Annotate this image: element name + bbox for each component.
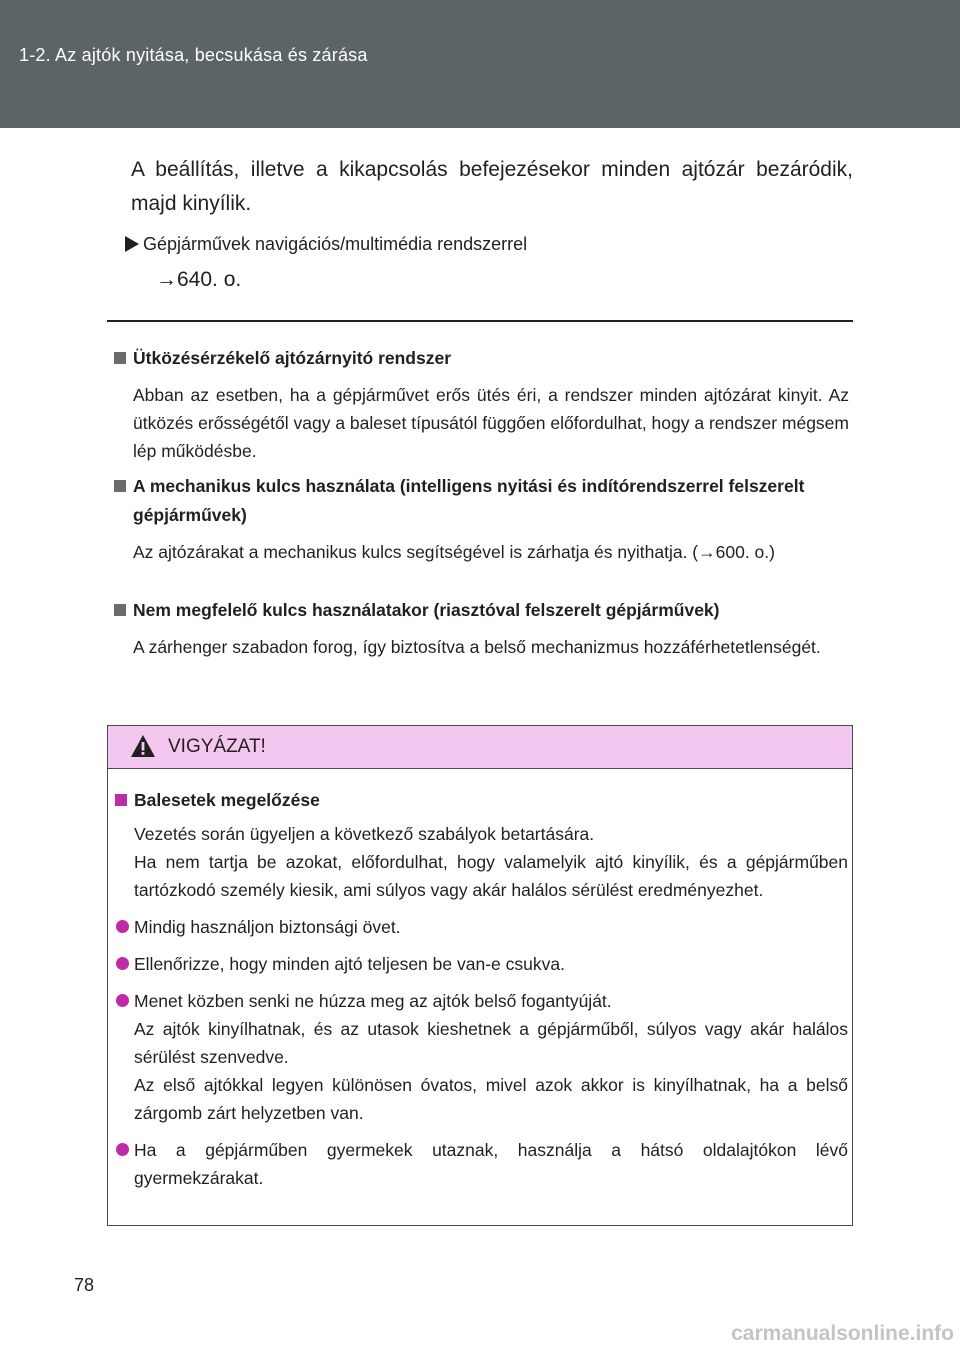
intro-paragraph: A beállítás, illetve a kikapcsolás befejezésekor minden ajtózár bezáródik, majd kinyílik. (131, 158, 853, 215)
bullet-dot-icon (116, 1143, 129, 1156)
bullet-text: Ha a gépjárműben gyermekek utaznak, használja a hátsó oldalajtókon lévő gyermekzárakat. (134, 1140, 848, 1188)
section-collision-unlock (114, 344, 849, 465)
nav-reference-line (125, 234, 527, 255)
warning-box (107, 725, 853, 1226)
warning-title: Balesetek megelőzése (134, 790, 320, 810)
arrow-right-icon (125, 236, 139, 252)
warning-intro (134, 820, 848, 904)
watermark: carmanualsonline.info (731, 1322, 954, 1345)
warning-bullet (115, 950, 848, 978)
nav-label: Gépjárművek navigációs/multimédia rendszerrel (143, 234, 528, 254)
bullet-dot-icon (116, 920, 129, 933)
square-bullet-icon (114, 352, 126, 364)
page-reference[interactable]: →640. o. (156, 268, 242, 291)
bullet-dot-icon (116, 994, 129, 1007)
bullet-subtext: Az ajtók kinyílhatnak, és az utasok kieshetnek a gépjárműből, súlyos vagy akár halálos sérülést szenvedve. (134, 1019, 848, 1067)
warning-body (115, 786, 848, 1192)
warning-bullet (115, 1136, 848, 1192)
section-title: Nem megfelelő kulcs használatakor (riasztóval felszerelt gépjárművek) (133, 600, 720, 620)
section-body: Az ajtózárakat a mechanikus kulcs segítségével is zárhatja és nyithatja. (→600. o.) (133, 542, 775, 562)
warning-heading: VIGYÁZAT! (168, 736, 266, 757)
square-bullet-icon (115, 794, 127, 806)
square-bullet-icon (114, 480, 126, 492)
square-bullet-icon (114, 604, 126, 616)
section-body: Abban az esetben, ha a gépjárművet erős ütés éri, a rendszer minden ajtózárat kinyit. Az ütközés erősségétől vagy a baleset típusától függően előfordulhat, hogy a rendszer mégsem lép működésbe. (133, 385, 849, 461)
section-mechanical-key (114, 472, 849, 566)
bullet-text: Menet közben senki ne húzza meg az ajtók belső fogantyúját. (134, 991, 612, 1011)
warning-intro-line: Ha nem tartja be azokat, előfordulhat, hogy valamelyik ajtó kinyílik, és a gépjárműben tartózkodó személy kiesik, ami súlyos vagy akár halálos sérülést eredményezhet. (134, 852, 848, 900)
bullet-dot-icon (116, 957, 129, 970)
warning-bullet (115, 987, 848, 1127)
bullet-subtext: Az első ajtókkal legyen különösen óvatos, mivel azok akkor is kinyílhatnak, ha a belső zárgomb zárt helyzetben van. (134, 1075, 848, 1123)
bullet-text: Ellenőrizze, hogy minden ajtó teljesen be van-e csukva. (134, 954, 565, 974)
section-wrong-key (114, 596, 849, 661)
section-title: A mechanikus kulcs használata (intelligens nyitási és indítórendszerrel felszerelt gépjárművek) (133, 476, 805, 525)
section-title: Ütközésérzékelő ajtózárnyitó rendszer (133, 348, 452, 368)
warning-triangle-icon (130, 734, 156, 758)
page-header (0, 0, 960, 128)
page-number: 78 (74, 1275, 95, 1295)
warning-bullet (115, 913, 848, 941)
header-title: 1-2. Az ajtók nyitása, becsukása és zárása (19, 45, 368, 65)
warning-header (108, 726, 852, 769)
divider (107, 320, 853, 322)
bullet-text: Mindig használjon biztonsági övet. (134, 917, 401, 937)
section-body: A zárhenger szabadon forog, így biztosítva a belső mechanizmus hozzáférhetetlenségét. (133, 637, 821, 657)
warning-intro-line: Vezetés során ügyeljen a következő szabályok betartására. (134, 824, 595, 844)
